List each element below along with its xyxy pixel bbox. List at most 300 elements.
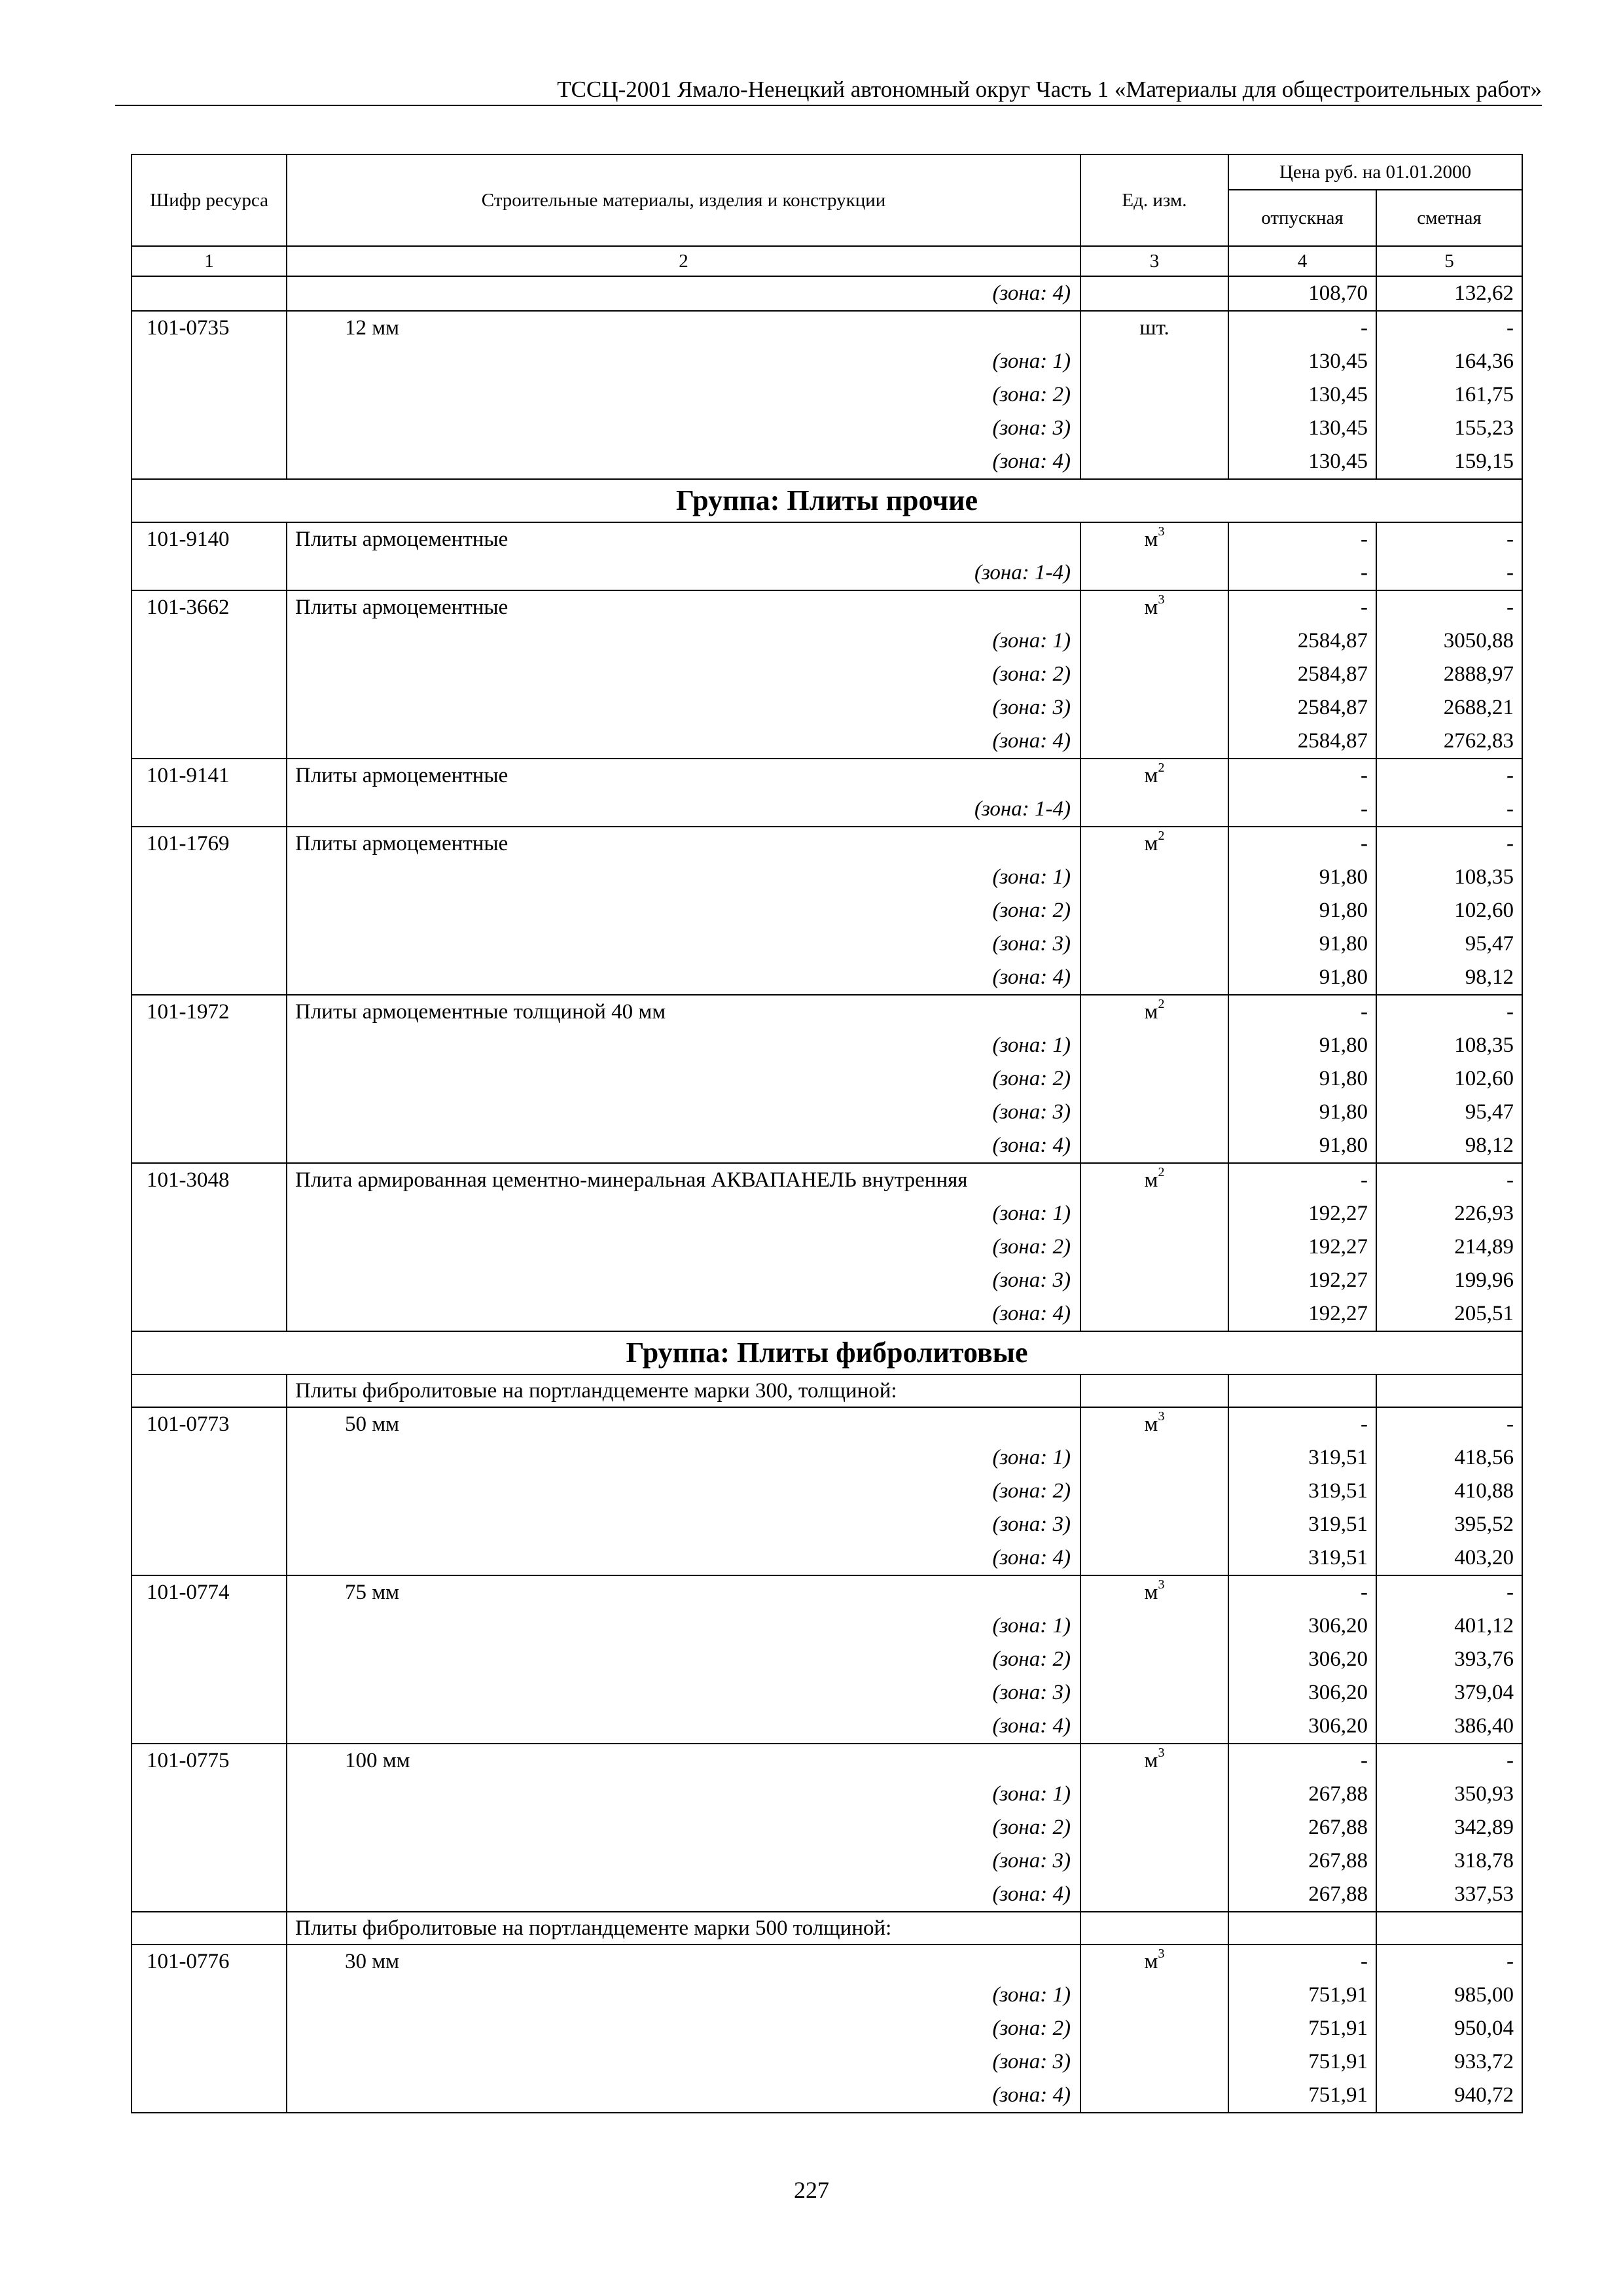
release-price-cell: 91,80 <box>1228 894 1376 927</box>
zone-label-cell: (зона: 2) <box>287 1230 1080 1264</box>
zone-label-cell: (зона: 1-4) <box>287 556 1080 590</box>
estimate-price-cell: 159,15 <box>1376 445 1522 479</box>
resource-code-cell: 101-3662 <box>132 590 287 624</box>
release-price-cell: 751,91 <box>1228 1979 1376 2012</box>
resource-code-cell <box>132 2079 287 2113</box>
table-row-item <box>132 590 1522 624</box>
release-price-cell: 267,88 <box>1228 1844 1376 1878</box>
unit-cell <box>1080 1979 1228 2012</box>
table-row-zone <box>132 1878 1522 1912</box>
release-price-cell: 319,51 <box>1228 1541 1376 1575</box>
material-name-cell: 75 мм <box>287 1575 1080 1609</box>
unit-cell <box>1080 590 1228 624</box>
zone-label-cell: (зона: 4) <box>287 445 1080 479</box>
unit-cell <box>1080 961 1228 995</box>
release-price-cell: 751,91 <box>1228 2012 1376 2045</box>
zone-label-cell: (зона: 3) <box>287 2045 1080 2079</box>
table-row-item <box>132 1744 1522 1778</box>
material-name-cell: 100 мм <box>287 1744 1080 1778</box>
table-row-zone <box>132 445 1522 479</box>
unit-cell <box>1080 1676 1228 1710</box>
unit-cell <box>1080 658 1228 691</box>
table-row-zone <box>132 2045 1522 2079</box>
resource-code-cell <box>132 1029 287 1062</box>
unit-exponent: 2 <box>1158 1165 1165 1179</box>
table-row-zone <box>132 2012 1522 2045</box>
estimate-price-cell: 199,96 <box>1376 1264 1522 1297</box>
estimate-price-cell: 108,35 <box>1376 861 1522 894</box>
zone-label-cell: (зона: 1-4) <box>287 793 1080 827</box>
release-price-cell: 2584,87 <box>1228 658 1376 691</box>
release-price-cell: 91,80 <box>1228 927 1376 961</box>
estimate-price-cell: 95,47 <box>1376 927 1522 961</box>
resource-code-cell <box>132 927 287 961</box>
zone-label-cell: (зона: 4) <box>287 2079 1080 2113</box>
resource-code-cell: 101-9141 <box>132 759 287 793</box>
release-price-cell: 2584,87 <box>1228 624 1376 658</box>
table-body <box>132 276 1522 2113</box>
unit-cell <box>1080 1264 1228 1297</box>
zone-label-cell: (зона: 4) <box>287 276 1080 311</box>
estimate-price-cell: 950,04 <box>1376 2012 1522 2045</box>
estimate-price-cell: - <box>1376 1744 1522 1778</box>
unit-cell <box>1080 1811 1228 1844</box>
release-price-cell: 91,80 <box>1228 961 1376 995</box>
unit-text: м <box>1144 832 1158 855</box>
resource-code-cell <box>132 1676 287 1710</box>
estimate-price-cell: - <box>1376 995 1522 1029</box>
group-heading: Группа: Плиты фибролитовые <box>132 1331 1522 1374</box>
unit-cell <box>1080 995 1228 1029</box>
unit-cell <box>1080 2079 1228 2113</box>
material-name-cell: Плиты армоцементные <box>287 827 1080 861</box>
resource-code-cell <box>132 1062 287 1096</box>
unit-cell <box>1080 624 1228 658</box>
release-price-cell <box>1228 1374 1376 1407</box>
zone-label-cell: (зона: 2) <box>287 658 1080 691</box>
table-row-item <box>132 522 1522 556</box>
table-row-zone <box>132 1062 1522 1096</box>
unit-cell <box>1080 1778 1228 1811</box>
group-heading-row <box>132 1331 1522 1374</box>
table-row-zone <box>132 1230 1522 1264</box>
table-row-zone <box>132 1096 1522 1129</box>
resource-code-cell <box>132 1508 287 1541</box>
unit-cell <box>1080 1643 1228 1676</box>
table-row-subgroup <box>132 1374 1522 1407</box>
estimate-price-cell: 132,62 <box>1376 276 1522 311</box>
release-price-cell: 192,27 <box>1228 1297 1376 1331</box>
resource-code-cell: 101-0774 <box>132 1575 287 1609</box>
table-row-zone <box>132 793 1522 827</box>
release-price-cell: 91,80 <box>1228 1062 1376 1096</box>
zone-label-cell: (зона: 1) <box>287 1441 1080 1475</box>
table-row-zone <box>132 1844 1522 1878</box>
release-price-cell: - <box>1228 995 1376 1029</box>
unit-cell <box>1080 861 1228 894</box>
column-header-unit: Ед. изм. <box>1080 154 1228 246</box>
column-number-4: 4 <box>1228 246 1376 276</box>
resource-code-cell <box>132 658 287 691</box>
unit-cell <box>1080 1163 1228 1197</box>
column-number-3: 3 <box>1080 246 1228 276</box>
unit-cell <box>1080 556 1228 590</box>
unit-text: м <box>1144 1412 1158 1436</box>
table-row-item <box>132 827 1522 861</box>
resource-code-cell <box>132 276 287 311</box>
release-price-cell: 306,20 <box>1228 1643 1376 1676</box>
zone-label-cell: (зона: 1) <box>287 1029 1080 1062</box>
unit-cell <box>1080 445 1228 479</box>
resource-code-cell <box>132 1096 287 1129</box>
release-price-cell: - <box>1228 1945 1376 1979</box>
column-number-2: 2 <box>287 246 1080 276</box>
resource-code-cell <box>132 345 287 378</box>
material-name-cell: Плиты армоцементные толщиной 40 мм <box>287 995 1080 1029</box>
material-name-cell: Плита армированная цементно-минеральная АКВАПАНЕЛЬ внутренняя <box>287 1163 1080 1197</box>
unit-cell <box>1080 1744 1228 1778</box>
zone-label-cell: (зона: 3) <box>287 1676 1080 1710</box>
unit-cell <box>1080 1541 1228 1575</box>
release-price-cell <box>1228 1912 1376 1945</box>
material-name-cell: 30 мм <box>287 1945 1080 1979</box>
unit-exponent: 3 <box>1158 1946 1165 1961</box>
estimate-price-cell: 386,40 <box>1376 1710 1522 1744</box>
release-price-cell: 306,20 <box>1228 1676 1376 1710</box>
unit-cell <box>1080 793 1228 827</box>
estimate-price-cell: 102,60 <box>1376 1062 1522 1096</box>
release-price-cell: 751,91 <box>1228 2079 1376 2113</box>
column-number-1: 1 <box>132 246 287 276</box>
unit-cell <box>1080 1230 1228 1264</box>
estimate-price-cell: 2888,97 <box>1376 658 1522 691</box>
unit-cell <box>1080 725 1228 759</box>
unit-cell <box>1080 412 1228 445</box>
unit-cell <box>1080 1844 1228 1878</box>
table-row-item <box>132 1163 1522 1197</box>
release-price-cell: 130,45 <box>1228 412 1376 445</box>
unit-cell <box>1080 1475 1228 1508</box>
zone-label-cell: (зона: 4) <box>287 1297 1080 1331</box>
header-divider <box>115 105 1542 106</box>
unit-cell <box>1080 1575 1228 1609</box>
resource-code-cell: 101-3048 <box>132 1163 287 1197</box>
unit-cell <box>1080 276 1228 311</box>
estimate-price-cell: 393,76 <box>1376 1643 1522 1676</box>
resource-code-cell <box>132 1643 287 1676</box>
zone-label-cell: (зона: 1) <box>287 624 1080 658</box>
material-name-cell: Плиты армоцементные <box>287 590 1080 624</box>
unit-exponent: 3 <box>1158 1746 1165 1760</box>
table-row-zone <box>132 927 1522 961</box>
estimate-price-cell: 985,00 <box>1376 1979 1522 2012</box>
resource-code-cell <box>132 556 287 590</box>
material-name-cell: Плиты фибролитовые на портландцементе марки 500 толщиной: <box>287 1912 1080 1945</box>
zone-label-cell: (зона: 4) <box>287 1541 1080 1575</box>
unit-cell <box>1080 1508 1228 1541</box>
resource-code-cell <box>132 1297 287 1331</box>
resource-code-cell <box>132 1609 287 1643</box>
zone-label-cell: (зона: 4) <box>287 725 1080 759</box>
table-row-zone <box>132 412 1522 445</box>
estimate-price-cell: 3050,88 <box>1376 624 1522 658</box>
release-price-cell: 2584,87 <box>1228 725 1376 759</box>
resource-code-cell: 101-0735 <box>132 311 287 345</box>
release-price-cell: 267,88 <box>1228 1811 1376 1844</box>
estimate-price-cell <box>1376 1374 1522 1407</box>
estimate-price-cell: 95,47 <box>1376 1096 1522 1129</box>
release-price-cell: - <box>1228 1744 1376 1778</box>
resource-code-cell <box>132 1129 287 1163</box>
resource-code-cell <box>132 445 287 479</box>
column-header-price-release: отпускная <box>1228 190 1376 246</box>
unit-exponent: 3 <box>1158 524 1165 539</box>
estimate-price-cell: 337,53 <box>1376 1878 1522 1912</box>
table-row-item <box>132 311 1522 345</box>
release-price-cell: - <box>1228 1575 1376 1609</box>
resource-code-cell <box>132 1541 287 1575</box>
zone-label-cell: (зона: 1) <box>287 1609 1080 1643</box>
table-row-subgroup <box>132 1912 1522 1945</box>
estimate-price-cell: 379,04 <box>1376 1676 1522 1710</box>
group-heading: Группа: Плиты прочие <box>132 479 1522 522</box>
release-price-cell: 91,80 <box>1228 1029 1376 1062</box>
release-price-cell: 130,45 <box>1228 345 1376 378</box>
resource-code-cell <box>132 1844 287 1878</box>
table-row-zone <box>132 2079 1522 2113</box>
resource-code-cell <box>132 1811 287 1844</box>
zone-label-cell: (зона: 3) <box>287 412 1080 445</box>
zone-label-cell: (зона: 3) <box>287 1264 1080 1297</box>
resource-code-cell <box>132 861 287 894</box>
zone-label-cell: (зона: 2) <box>287 378 1080 412</box>
estimate-price-cell: - <box>1376 827 1522 861</box>
estimate-price-cell: 226,93 <box>1376 1197 1522 1230</box>
estimate-price-cell <box>1376 1912 1522 1945</box>
zone-label-cell: (зона: 3) <box>287 927 1080 961</box>
release-price-cell: - <box>1228 590 1376 624</box>
table-row-zone <box>132 1264 1522 1297</box>
resource-code-cell <box>132 624 287 658</box>
zone-label-cell: (зона: 4) <box>287 1878 1080 1912</box>
resource-code-cell <box>132 2045 287 2079</box>
estimate-price-cell: - <box>1376 590 1522 624</box>
unit-cell <box>1080 691 1228 725</box>
estimate-price-cell: 2688,21 <box>1376 691 1522 725</box>
unit-cell <box>1080 1129 1228 1163</box>
release-price-cell: 192,27 <box>1228 1230 1376 1264</box>
release-price-cell: - <box>1228 1163 1376 1197</box>
unit-cell <box>1080 522 1228 556</box>
estimate-price-cell: 940,72 <box>1376 2079 1522 2113</box>
estimate-price-cell: - <box>1376 759 1522 793</box>
estimate-price-cell: 395,52 <box>1376 1508 1522 1541</box>
estimate-price-cell: - <box>1376 311 1522 345</box>
resource-code-cell: 101-0773 <box>132 1407 287 1441</box>
resource-code-cell <box>132 378 287 412</box>
material-name-cell: 50 мм <box>287 1407 1080 1441</box>
unit-cell <box>1080 1912 1228 1945</box>
release-price-cell: 306,20 <box>1228 1609 1376 1643</box>
estimate-price-cell: 2762,83 <box>1376 725 1522 759</box>
resource-code-cell: 101-0775 <box>132 1744 287 1778</box>
estimate-price-cell: - <box>1376 1945 1522 1979</box>
estimate-price-cell: 164,36 <box>1376 345 1522 378</box>
table-row-zone <box>132 1541 1522 1575</box>
release-price-cell: - <box>1228 793 1376 827</box>
table-row-zone <box>132 1297 1522 1331</box>
estimate-price-cell: 161,75 <box>1376 378 1522 412</box>
unit-text: м <box>1144 1950 1158 1973</box>
unit-exponent: 3 <box>1158 1409 1165 1424</box>
release-price-cell: 319,51 <box>1228 1508 1376 1541</box>
release-price-cell: 192,27 <box>1228 1264 1376 1297</box>
estimate-price-cell: 205,51 <box>1376 1297 1522 1331</box>
table-row-zone <box>132 1609 1522 1643</box>
zone-label-cell: (зона: 1) <box>287 1979 1080 2012</box>
unit-exponent: 3 <box>1158 1577 1165 1592</box>
estimate-price-cell: 214,89 <box>1376 1230 1522 1264</box>
resource-code-cell <box>132 691 287 725</box>
release-price-cell: 2584,87 <box>1228 691 1376 725</box>
unit-cell <box>1080 1197 1228 1230</box>
resource-code-cell <box>132 1912 287 1945</box>
estimate-price-cell: 318,78 <box>1376 1844 1522 1878</box>
estimate-price-cell: - <box>1376 793 1522 827</box>
table-row-zone <box>132 658 1522 691</box>
table-row-zone <box>132 1643 1522 1676</box>
unit-cell <box>1080 1441 1228 1475</box>
zone-label-cell: (зона: 4) <box>287 1129 1080 1163</box>
release-price-cell: 319,51 <box>1228 1475 1376 1508</box>
table-row-zone <box>132 861 1522 894</box>
estimate-price-cell: 403,20 <box>1376 1541 1522 1575</box>
unit-cell <box>1080 1096 1228 1129</box>
release-price-cell: - <box>1228 556 1376 590</box>
resource-code-cell <box>132 1710 287 1744</box>
resource-code-cell <box>132 894 287 927</box>
unit-text: м <box>1144 1581 1158 1604</box>
unit-text: м <box>1144 528 1158 551</box>
resource-code-cell: 101-1972 <box>132 995 287 1029</box>
unit-exponent: 2 <box>1158 997 1165 1011</box>
unit-cell <box>1080 311 1228 345</box>
estimate-price-cell: 108,35 <box>1376 1029 1522 1062</box>
unit-cell <box>1080 1710 1228 1744</box>
unit-cell <box>1080 894 1228 927</box>
table-row-zone <box>132 961 1522 995</box>
release-price-cell: 751,91 <box>1228 2045 1376 2079</box>
release-price-cell: 130,45 <box>1228 445 1376 479</box>
zone-label-cell: (зона: 3) <box>287 1508 1080 1541</box>
unit-cell <box>1080 345 1228 378</box>
unit-cell <box>1080 927 1228 961</box>
table-row-zone <box>132 624 1522 658</box>
resource-code-cell <box>132 1979 287 2012</box>
unit-cell <box>1080 1062 1228 1096</box>
zone-label-cell: (зона: 1) <box>287 1778 1080 1811</box>
zone-label-cell: (зона: 2) <box>287 1811 1080 1844</box>
resource-code-cell <box>132 1374 287 1407</box>
zone-label-cell: (зона: 4) <box>287 1710 1080 1744</box>
unit-cell <box>1080 1878 1228 1912</box>
zone-label-cell: (зона: 1) <box>287 345 1080 378</box>
table-row-item <box>132 995 1522 1029</box>
unit-cell <box>1080 1407 1228 1441</box>
resource-code-cell <box>132 1878 287 1912</box>
unit-cell <box>1080 2012 1228 2045</box>
zone-label-cell: (зона: 3) <box>287 1844 1080 1878</box>
column-number-5: 5 <box>1376 246 1522 276</box>
zone-label-cell: (зона: 2) <box>287 1643 1080 1676</box>
estimate-price-cell: 98,12 <box>1376 961 1522 995</box>
price-table <box>131 154 1523 2113</box>
resource-code-cell <box>132 725 287 759</box>
unit-text: м <box>1144 1168 1158 1192</box>
release-price-cell: - <box>1228 522 1376 556</box>
release-price-cell: 267,88 <box>1228 1878 1376 1912</box>
estimate-price-cell: 342,89 <box>1376 1811 1522 1844</box>
estimate-price-cell: 933,72 <box>1376 2045 1522 2079</box>
zone-label-cell: (зона: 2) <box>287 2012 1080 2045</box>
column-header-code: Шифр ресурса <box>132 154 287 246</box>
table-row-item <box>132 1407 1522 1441</box>
estimate-price-cell: 418,56 <box>1376 1441 1522 1475</box>
table-row-zone <box>132 1508 1522 1541</box>
table-row-zone <box>132 1979 1522 2012</box>
unit-cell <box>1080 378 1228 412</box>
zone-label-cell: (зона: 2) <box>287 1475 1080 1508</box>
release-price-cell: - <box>1228 1407 1376 1441</box>
release-price-cell: 319,51 <box>1228 1441 1376 1475</box>
release-price-cell: - <box>1228 759 1376 793</box>
table-row-zone <box>132 556 1522 590</box>
estimate-price-cell: - <box>1376 1575 1522 1609</box>
page-number: 227 <box>794 2177 829 2203</box>
table-row-zone <box>132 1197 1522 1230</box>
material-name-cell: 12 мм <box>287 311 1080 345</box>
estimate-price-cell: - <box>1376 1163 1522 1197</box>
resource-code-cell <box>132 1475 287 1508</box>
column-header-price-estimate: сметная <box>1376 190 1522 246</box>
estimate-price-cell: 102,60 <box>1376 894 1522 927</box>
table-row-item <box>132 759 1522 793</box>
unit-cell <box>1080 1374 1228 1407</box>
estimate-price-cell: - <box>1376 522 1522 556</box>
resource-code-cell <box>132 1441 287 1475</box>
table-row-item <box>132 1575 1522 1609</box>
table-row-zone <box>132 276 1522 311</box>
table-row-zone <box>132 1710 1522 1744</box>
unit-cell <box>1080 1609 1228 1643</box>
estimate-price-cell: 401,12 <box>1376 1609 1522 1643</box>
unit-cell <box>1080 1945 1228 1979</box>
zone-label-cell: (зона: 2) <box>287 1062 1080 1096</box>
resource-code-cell: 101-9140 <box>132 522 287 556</box>
table-header <box>132 154 1522 276</box>
table-row-zone <box>132 725 1522 759</box>
release-price-cell: 192,27 <box>1228 1197 1376 1230</box>
estimate-price-cell: 410,88 <box>1376 1475 1522 1508</box>
unit-text: м <box>1144 764 1158 787</box>
zone-label-cell: (зона: 1) <box>287 861 1080 894</box>
table-row-zone <box>132 894 1522 927</box>
estimate-price-cell: 98,12 <box>1376 1129 1522 1163</box>
unit-cell <box>1080 2045 1228 2079</box>
unit-exponent: 3 <box>1158 592 1165 607</box>
zone-label-cell: (зона: 4) <box>287 961 1080 995</box>
table-row-zone <box>132 1029 1522 1062</box>
